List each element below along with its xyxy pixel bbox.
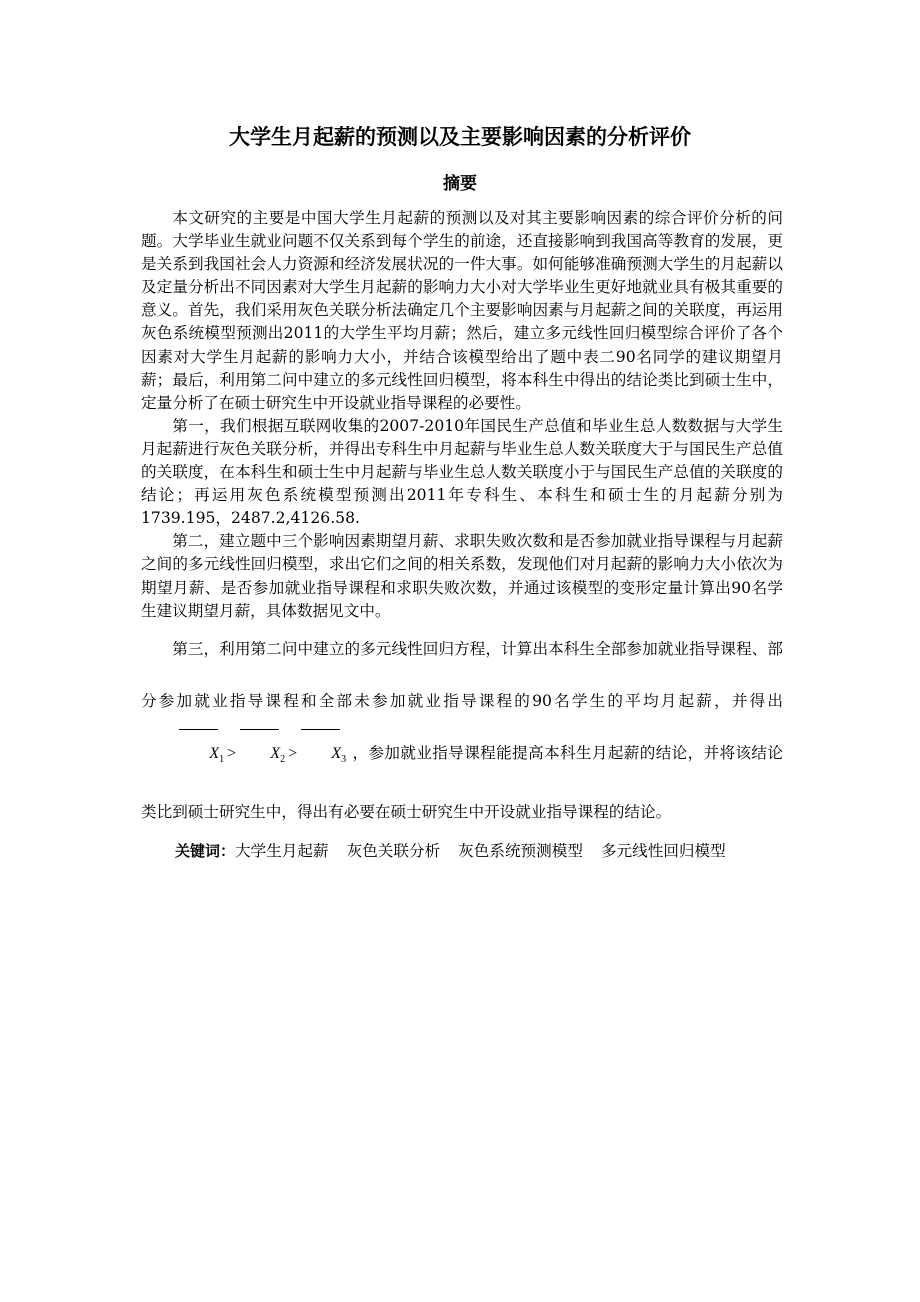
paragraph-4-text-after: ，参加就业指导课程能提高本科生月起薪的结论，并将该结论类比到硕士研究生中，得出有必要在硕士研究生中开设就业指导课程的结论。 <box>141 743 783 821</box>
keyword-item: 大学生月起薪 <box>235 841 329 860</box>
formula-x-bar-3: X <box>300 728 341 780</box>
abstract-paragraph-3: 第二，建立题中三个影响因素期望月薪、求职失败次数和是否参加就业指导课程与月起薪之间的多元线性回归模型，求出它们之间的相关系数，发现他们对月起薪的影响力大小依次为期望月薪、是否参加就业指导课程和求职失败次数，并通过该模型的变形定量计算出90名学生建议期望月薪，具体数据见文中。 <box>141 532 783 620</box>
abstract-paragraph-4 <box>141 623 783 838</box>
keyword-item: 多元线性回归模型 <box>600 841 726 860</box>
abstract-paragraph-2: 第一，我们根据互联网收集的2007-2010年国民生产总值和毕业生总人数数据与大学生月起薪进行灰色关联分析，并得出专科生中月起薪与毕业生总人数关联度大于与国民生产总值的关联度，在本科生和硕士生中月起薪与毕业生总人数关联度小于与国民生产总值的关联度的结论；再运用灰色系统模型预测出2011年专科生、本科生和硕士生的月起薪分别为1739.195，2487.2,4126.58. <box>141 416 783 528</box>
keyword-item: 灰色关联分析 <box>346 841 441 860</box>
abstract-body <box>141 207 783 863</box>
keyword-item: 灰色系统预测模型 <box>458 841 583 860</box>
keywords-list <box>235 840 780 863</box>
formula-x-bar-2: X <box>239 728 280 780</box>
formula-x-bar-1: X <box>178 728 219 780</box>
paper-title: 大学生月起薪的预测以及主要影响因素的分析评价 <box>229 125 691 149</box>
paragraph-4-text-before: 第三，利用第二问中建立的多元线性回归方程，计算出本科生全部参加就业指导课程、部分参加就业指导课程和全部未参加就业指导课程的90名学生的平均月起薪，并得出 <box>141 639 783 710</box>
abstract-heading: 摘要 <box>443 174 477 194</box>
keywords-label: 关键词： <box>175 841 236 860</box>
mean-comparison-formula: $X_1 > X_2 > X_3$ <box>141 728 352 786</box>
abstract-paragraph-1: 本文研究的主要是中国大学生月起薪的预测以及对其主要影响因素的综合评价分析的问题。大学毕业生就业问题不仅关系到每个学生的前途，还直接影响到我国高等教育的发展，更是关系到我国社会人力资源和经济发展状况的一件大事。如何能够准确预测大学生的月起薪以及定量分析出不同因素对大学生月起薪的影响力大小对大学毕业生更好地就业具有极其重要的意义。首先，我们采用灰色关联分析法确定几个主要影响因素与月起薪之间的关联度，再运用灰色系统模型预测出2011的大学生平均月薪；然后，建立多元线性回归模型综合评价了各个因素对大学生月起薪的影响力大小，并结合该模型给出了题中表二90名同学的建议期望月薪；最后，利用第二问中建立的多元线性回归模型，将本科生中得出的结论类比到硕士生中，定量分析了在硕士研究生中开设就业指导课程的必要性。 <box>141 209 783 412</box>
keywords-section <box>141 840 783 863</box>
